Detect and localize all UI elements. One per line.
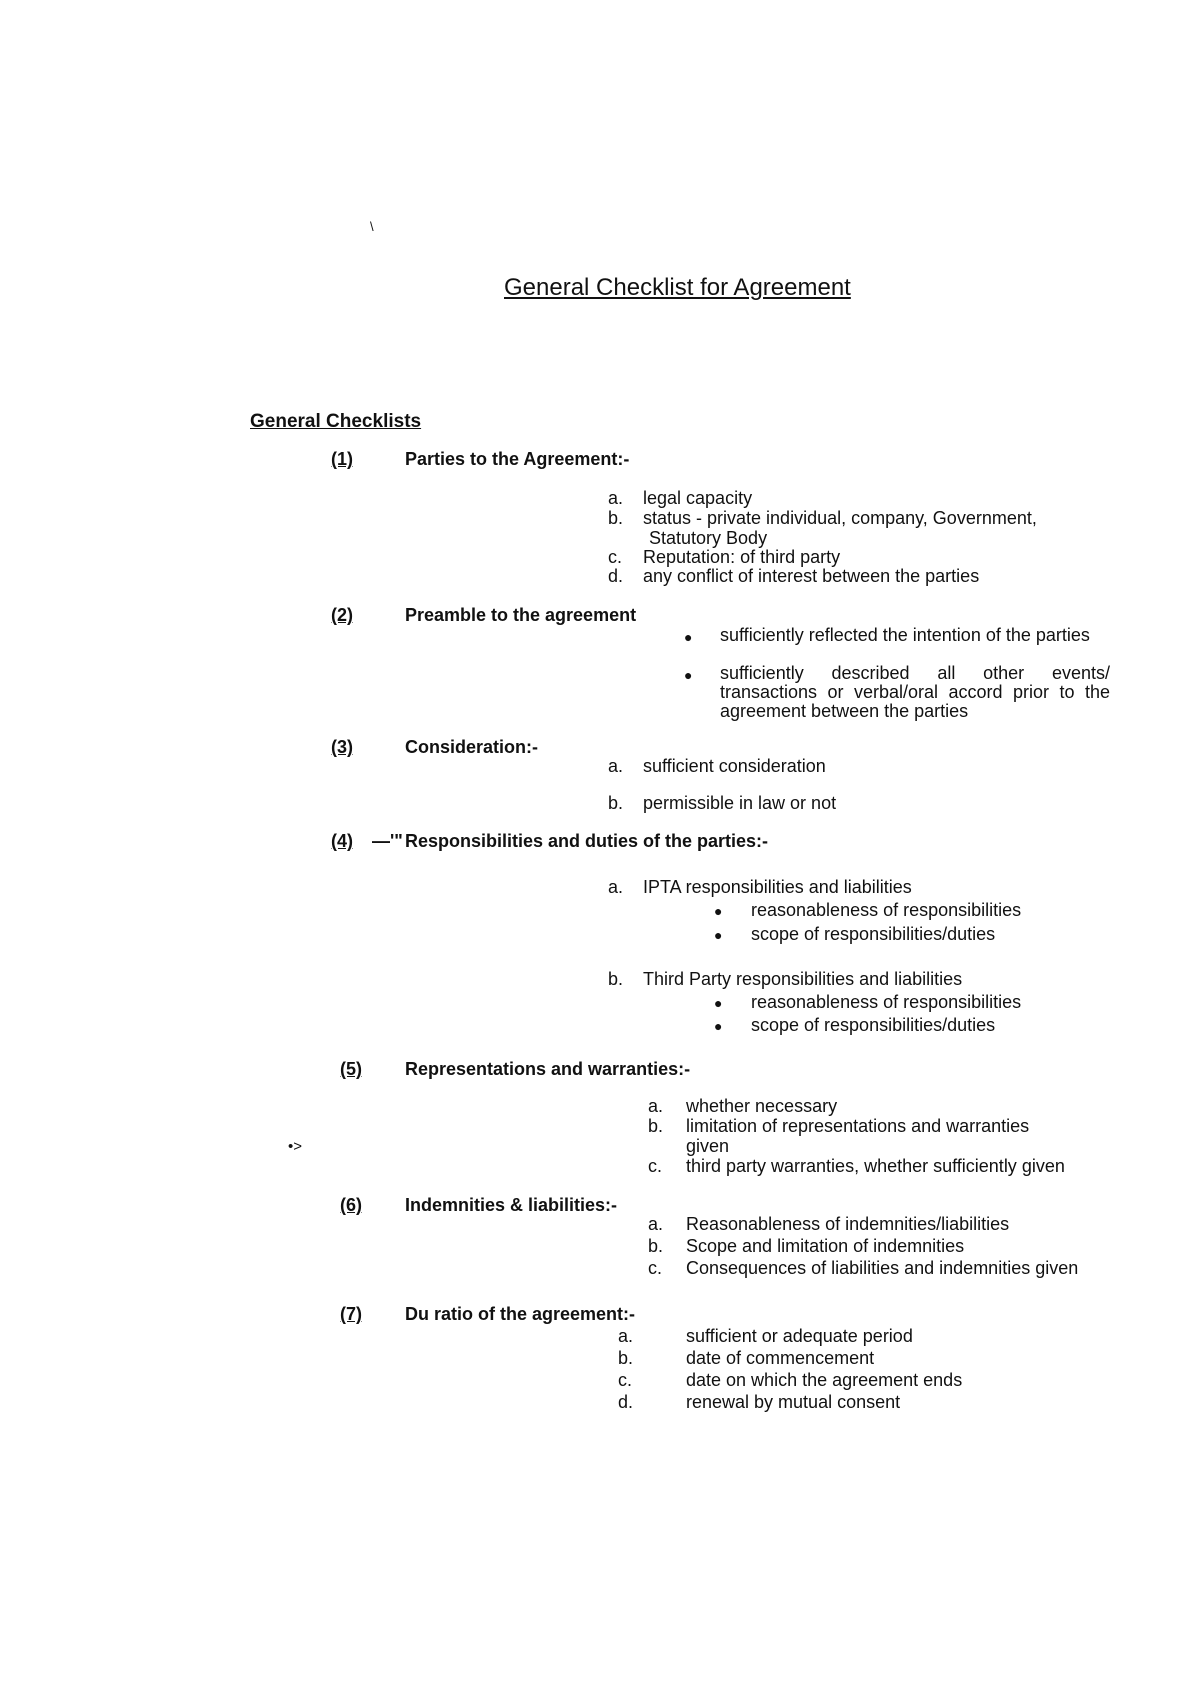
item-letter: c. [648,1156,663,1176]
bullet-text: reasonableness of responsibilities [751,992,1022,1012]
item-letter: b. [608,793,624,813]
item-continuation: Statutory Body [649,528,768,548]
item-text: any conflict of interest between the parties [643,566,980,586]
section-subtitle: General Checklists [250,411,422,432]
section-heading: Parties to the Agreement:- [405,449,630,469]
item-letter: b. [608,508,624,528]
section-number: (4) [331,831,353,851]
item-text: sufficient or adequate period [686,1326,913,1346]
item-text: Consequences of liabilities and indemnities given [686,1258,1079,1278]
item-text: sufficient consideration [643,756,826,776]
item-continuation: given [686,1136,730,1156]
item-letter: b. [648,1236,664,1256]
item-letter: c. [608,547,623,567]
section-prefix-mark: —'" [372,831,403,851]
item-text: legal capacity [643,488,753,508]
item-letter: a. [648,1214,664,1234]
section-number: (3) [331,737,353,757]
section-heading: Representations and warranties:- [405,1059,691,1079]
item-letter: a. [648,1096,664,1116]
bullet-icon: ● [684,667,693,683]
section-number: (6) [340,1195,362,1215]
item-text: Scope and limitation of indemnities [686,1236,965,1256]
item-letter: c. [648,1258,663,1278]
item-text: status - private individual, company, Government, [643,508,1037,528]
bullet-icon: ● [714,927,723,943]
item-letter: c. [618,1370,633,1390]
section-heading: Preamble to the agreement [405,605,637,625]
item-text: limitation of representations and warranties [686,1116,1030,1136]
section-number: (1) [331,449,353,469]
bullet-text: scope of responsibilities/duties [751,1015,996,1035]
section-heading: Indemnities & liabilities:- [405,1195,618,1215]
margin-mark: •> [288,1138,303,1155]
page-title: General Checklist for Agreement [504,274,851,301]
bullet-text: scope of responsibilities/duties [751,924,996,944]
item-letter: a. [608,877,624,897]
item-text: date of commencement [686,1348,875,1368]
item-letter: d. [618,1392,634,1412]
bullet-text: reasonableness of responsibilities [751,900,1022,920]
bullet-icon: ● [714,1018,723,1034]
item-text: third party warranties, whether sufficiently given [686,1156,1065,1176]
item-letter: a. [618,1326,634,1346]
item-text: date on which the agreement ends [686,1370,963,1390]
section-heading: Responsibilities and duties of the parties:- [405,831,769,851]
item-text: IPTA responsibilities and liabilities [643,877,912,897]
item-letter: a. [608,756,624,776]
item-letter: a. [608,488,624,508]
section-number: (2) [331,605,353,625]
item-text: permissible in law or not [643,793,837,813]
item-text: whether necessary [686,1096,838,1116]
bullet-icon: ● [684,629,693,645]
item-text: Reasonableness of indemnities/liabilities [686,1214,1010,1234]
bullet-text: sufficiently described all other events/ transactions or verbal/oral accord prior to the agreement between the parties [720,663,1110,721]
item-text: renewal by mutual consent [686,1392,901,1412]
item-text: Third Party responsibilities and liabilities [643,969,963,989]
bullet-icon: ● [714,903,723,919]
section-number: (7) [340,1304,362,1324]
section-heading: Du ratio of the agreement:- [405,1304,636,1324]
section-number: (5) [340,1059,362,1079]
item-letter: b. [648,1116,664,1136]
item-letter: d. [608,566,624,586]
item-letter: b. [608,969,624,989]
bullet-icon: ● [714,995,723,1011]
item-text: Reputation: of third party [643,547,841,567]
section-heading: Consideration:- [405,737,538,757]
item-letter: b. [618,1348,634,1368]
stray-mark: \ [370,219,374,234]
bullet-text: sufficiently reflected the intention of the parties [720,625,1090,645]
